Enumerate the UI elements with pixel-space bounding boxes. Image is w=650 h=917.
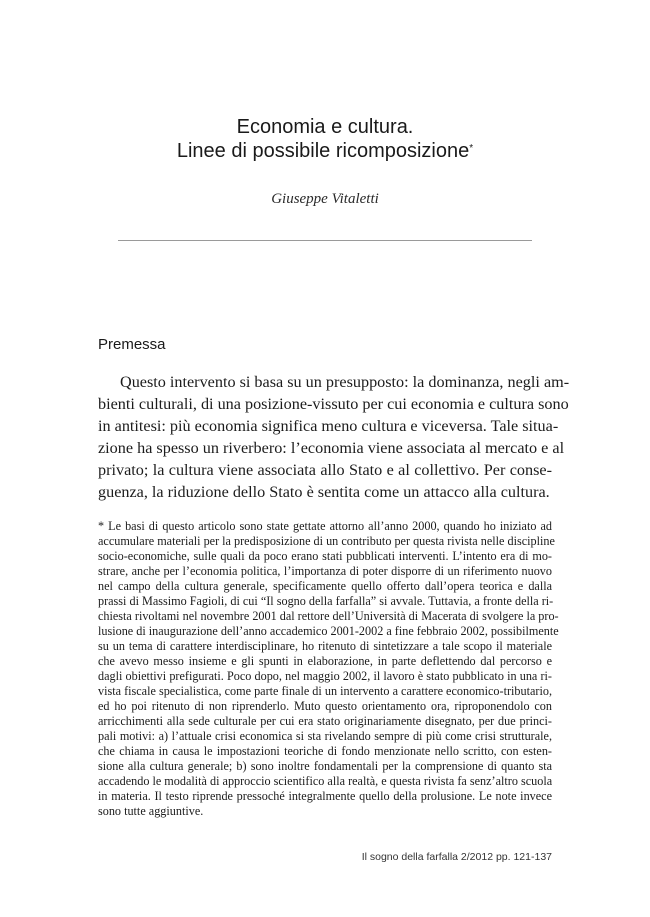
footnote-line: che chiama in causa le impostazioni teoriche di fondo menzionate nello scritto, con esten- <box>98 744 552 758</box>
footnote-line: vista fiscale specialistica, come parte finale di un intervento a carattere economico-tributario, <box>98 684 552 698</box>
footnote-line: accadendo le modalità di approccio scientifico alla realtà, e questa rivista fa senz’altro scuola <box>98 774 553 788</box>
body-line: zione ha spesso un riverbero: l’economia viene associata al mercato e al <box>98 439 565 457</box>
page-footer: Il sogno della farfalla 2/2012 pp. 121-137 <box>361 851 552 863</box>
title-line-1-text: Economia e cultura. <box>236 116 414 138</box>
footnote-line: lusione di inaugurazione dell’anno accademico 2001-2002 a fine febbraio 2002, possibilmente <box>98 624 559 638</box>
footnote-line: pali motivi: a) l’attuale crisi economica si sta rivelando sempre di più come crisi strutturale, <box>98 729 552 743</box>
author-name: Giuseppe Vitaletti <box>271 191 379 207</box>
body-line: privato; la cultura viene associata allo Stato e al collettivo. Per conse- <box>98 461 552 479</box>
body-line: guenza, la riduzione dello Stato è sentita come un attacco alla cultura. <box>98 483 550 501</box>
body-line: bienti culturali, di una posizione-vissuto per cui economia e cultura sono <box>98 395 569 413</box>
footnote-line: dagli obiettivi prefigurati. Poco dopo, nel maggio 2002, il lavoro è stato pubblicato in una ri- <box>98 669 552 683</box>
footnote-line: * Le basi di questo articolo sono state gettate attorno all’anno 2000, quando ho iniziato ad <box>98 519 552 533</box>
footnote-line: ed ho poi ritenuto di non riprenderlo. Muto questo orientamento ora, riproponendolo con <box>98 699 552 713</box>
footnote-line: chiesta rivoltami nel novembre 2001 dal rettore dell’Università di Macerata di svolgere la pro- <box>98 609 559 623</box>
body-line: Questo intervento si basa su un presupposto: la dominanza, negli am- <box>120 373 570 391</box>
title-line-2-text: Linee di possibile ricomposizione <box>176 140 470 162</box>
footnote-line: prassi di Massimo Fagioli, di cui “Il sogno della farfalla” si avvale. Tuttavia, a fronte della ri- <box>98 594 554 608</box>
footnote-line: nel campo della cultura generale, specificamente quello offerto dall’opera teorica e dalla <box>98 579 552 593</box>
footnote-line: arricchimenti alla sede culturale per cui era stato originariamente disegnato, per due princi- <box>98 714 552 728</box>
footnote-line: sono tutte aggiuntive. <box>98 804 204 818</box>
title-divider <box>118 240 532 241</box>
section-heading: Premessa <box>98 336 166 353</box>
footnote-line: che avevo messo insieme e gli spunti in elaborazione, in parte deflettendo dal percorso e <box>98 654 552 668</box>
article-title-line-2 <box>0 138 650 164</box>
body-line: in antitesi: più economia significa meno cultura e viceversa. Tale situa- <box>98 417 559 435</box>
footnote-line: sione alla cultura generale; b) sono inoltre fondamentali per la comprensione di quanto sta <box>98 759 552 773</box>
footnote-line: strare, anche per l’economia politica, l’importanza di poter disporre di un riferimento nuovo <box>98 564 552 578</box>
footnote-line: socio-economiche, sulle quali da poco erano stati pubblicati interventi. L’intento era di mo- <box>98 549 552 563</box>
article-title-line-1 <box>0 114 650 140</box>
footnote-line: accumulare materiali per la predisposizione di un contributo per questa rivista nelle discipline <box>98 534 555 548</box>
footnote-line: su un tema di carattere interdisciplinare, ho ritenuto di sintetizzare a tale scopo il materiale <box>98 639 552 653</box>
footnote-line: in materia. Il testo riprende pressoché integralmente quello della prolusione. Le note invece <box>98 789 552 803</box>
title-footnote-marker: * <box>469 143 474 154</box>
